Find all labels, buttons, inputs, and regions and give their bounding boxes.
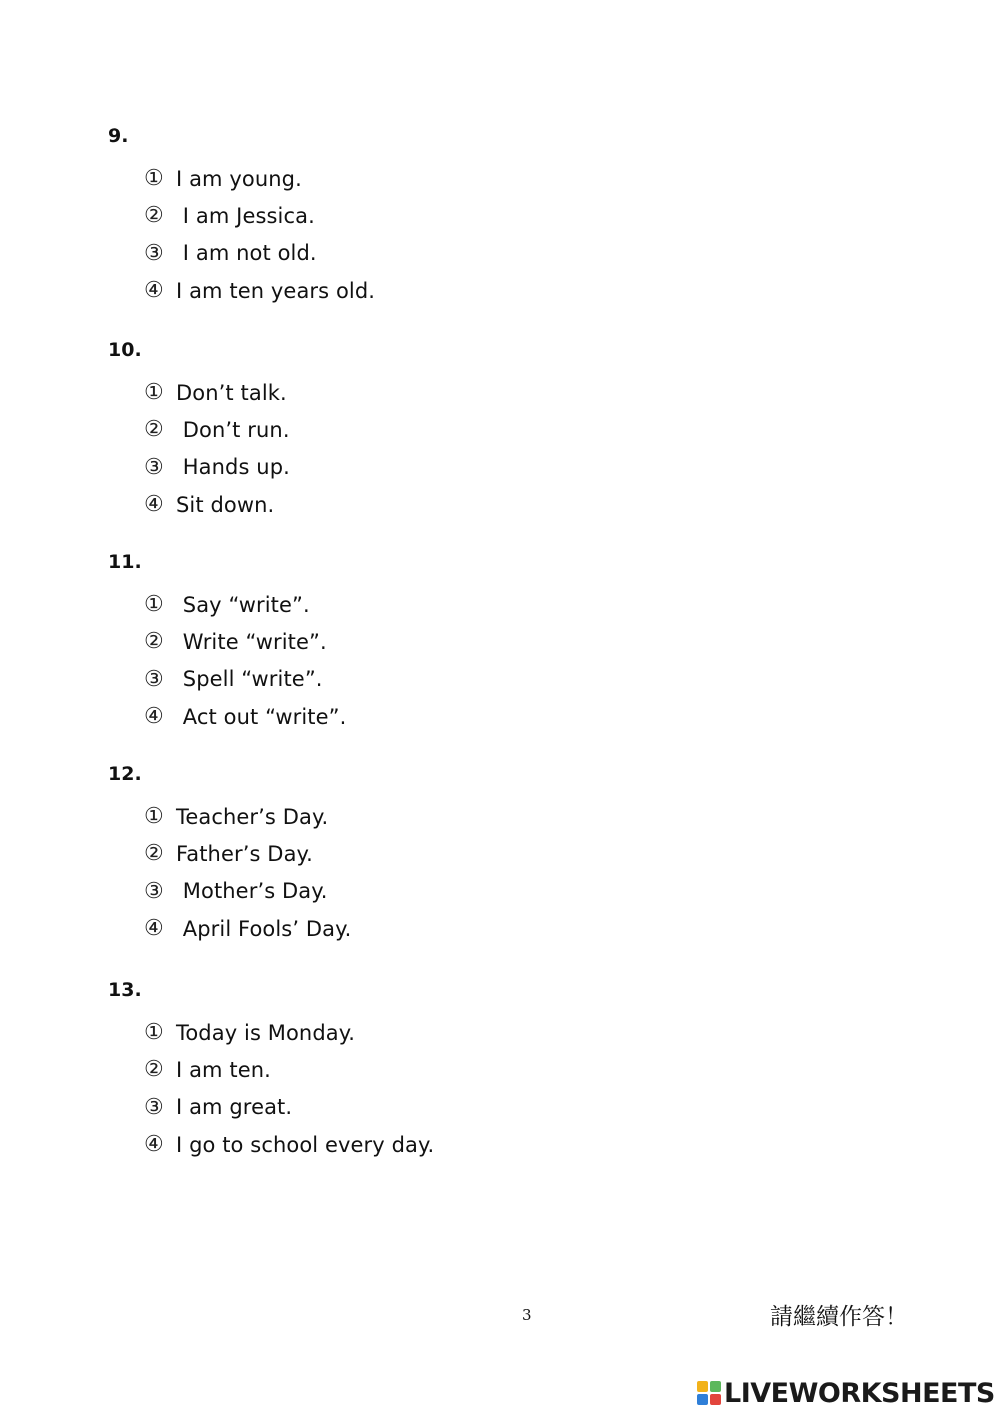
- option-marker: ①: [144, 592, 164, 618]
- option-marker: ④: [144, 278, 164, 304]
- option-3[interactable]: [144, 1089, 434, 1126]
- option-2[interactable]: [144, 623, 346, 660]
- question-9: [108, 122, 375, 309]
- option-text: Sit down.: [176, 492, 275, 517]
- option-marker: ③: [144, 878, 164, 904]
- option-2[interactable]: [144, 411, 290, 448]
- option-marker: ④: [144, 492, 164, 518]
- option-4[interactable]: [144, 272, 375, 309]
- option-text: I am Jessica.: [176, 203, 315, 228]
- option-text: I am great.: [176, 1095, 293, 1120]
- question-number: 9.: [108, 125, 129, 147]
- option-3[interactable]: [144, 235, 375, 272]
- option-marker: ③: [144, 240, 164, 266]
- option-text: Don’t talk.: [176, 380, 287, 405]
- option-text: Hands up.: [176, 455, 290, 480]
- option-text: Teacher’s Day.: [176, 804, 329, 829]
- option-text: I am not old.: [176, 241, 317, 266]
- brand-watermark: [697, 1378, 995, 1408]
- option-1[interactable]: [144, 160, 375, 197]
- option-text: Mother’s Day.: [176, 879, 328, 904]
- option-1[interactable]: [144, 798, 351, 835]
- option-marker: ④: [144, 916, 164, 942]
- option-4[interactable]: [144, 698, 346, 735]
- option-text: I am young.: [176, 166, 302, 191]
- option-marker: ①: [144, 166, 164, 192]
- option-1[interactable]: [144, 586, 346, 623]
- option-text: I am ten years old.: [176, 278, 376, 303]
- question-number: 13.: [108, 979, 142, 1001]
- option-text: Today is Monday.: [176, 1020, 356, 1045]
- question-11: [108, 548, 346, 735]
- logo-tile: [697, 1381, 708, 1392]
- question-10: [108, 336, 290, 523]
- question-13: [108, 976, 434, 1163]
- option-marker: ④: [144, 1132, 164, 1158]
- option-3[interactable]: [144, 449, 290, 486]
- option-text: Spell “write”.: [176, 667, 323, 692]
- option-2[interactable]: [144, 197, 375, 234]
- option-marker: ①: [144, 804, 164, 830]
- question-12: [108, 760, 351, 947]
- option-marker: ①: [144, 1020, 164, 1046]
- option-text: Father’s Day.: [176, 841, 313, 866]
- option-1[interactable]: [144, 374, 290, 411]
- page-number: 3: [522, 1306, 532, 1324]
- option-text: I am ten.: [176, 1057, 271, 1082]
- option-4[interactable]: [144, 1126, 434, 1163]
- option-marker: ②: [144, 203, 164, 229]
- logo-tile: [710, 1381, 721, 1392]
- option-text: I go to school every day.: [176, 1132, 435, 1157]
- option-text: Write “write”.: [176, 629, 327, 654]
- option-2[interactable]: [144, 835, 351, 872]
- option-1[interactable]: [144, 1014, 434, 1051]
- option-marker: ④: [144, 704, 164, 730]
- brand-name: LIVEWORKSHEETS: [724, 1377, 995, 1409]
- option-marker: ③: [144, 454, 164, 480]
- option-marker: ②: [144, 841, 164, 867]
- question-number: 12.: [108, 763, 142, 785]
- option-3[interactable]: [144, 661, 346, 698]
- option-marker: ②: [144, 1057, 164, 1083]
- option-text: Don’t run.: [176, 417, 290, 442]
- liveworksheets-logo-icon: [697, 1381, 721, 1405]
- option-marker: ③: [144, 1094, 164, 1120]
- option-marker: ③: [144, 666, 164, 692]
- option-4[interactable]: [144, 910, 351, 947]
- option-marker: ②: [144, 417, 164, 443]
- option-text: Act out “write”.: [176, 704, 347, 729]
- logo-tile: [697, 1394, 708, 1405]
- option-4[interactable]: [144, 486, 290, 523]
- option-3[interactable]: [144, 873, 351, 910]
- option-marker: ①: [144, 380, 164, 406]
- option-marker: ②: [144, 629, 164, 655]
- logo-tile: [710, 1394, 721, 1405]
- question-number: 10.: [108, 339, 142, 361]
- option-text: Say “write”.: [176, 592, 310, 617]
- continue-note: 請繼續作答！: [770, 1304, 908, 1330]
- option-2[interactable]: [144, 1051, 434, 1088]
- option-text: April Fools’ Day.: [176, 916, 352, 941]
- question-number: 11.: [108, 551, 142, 573]
